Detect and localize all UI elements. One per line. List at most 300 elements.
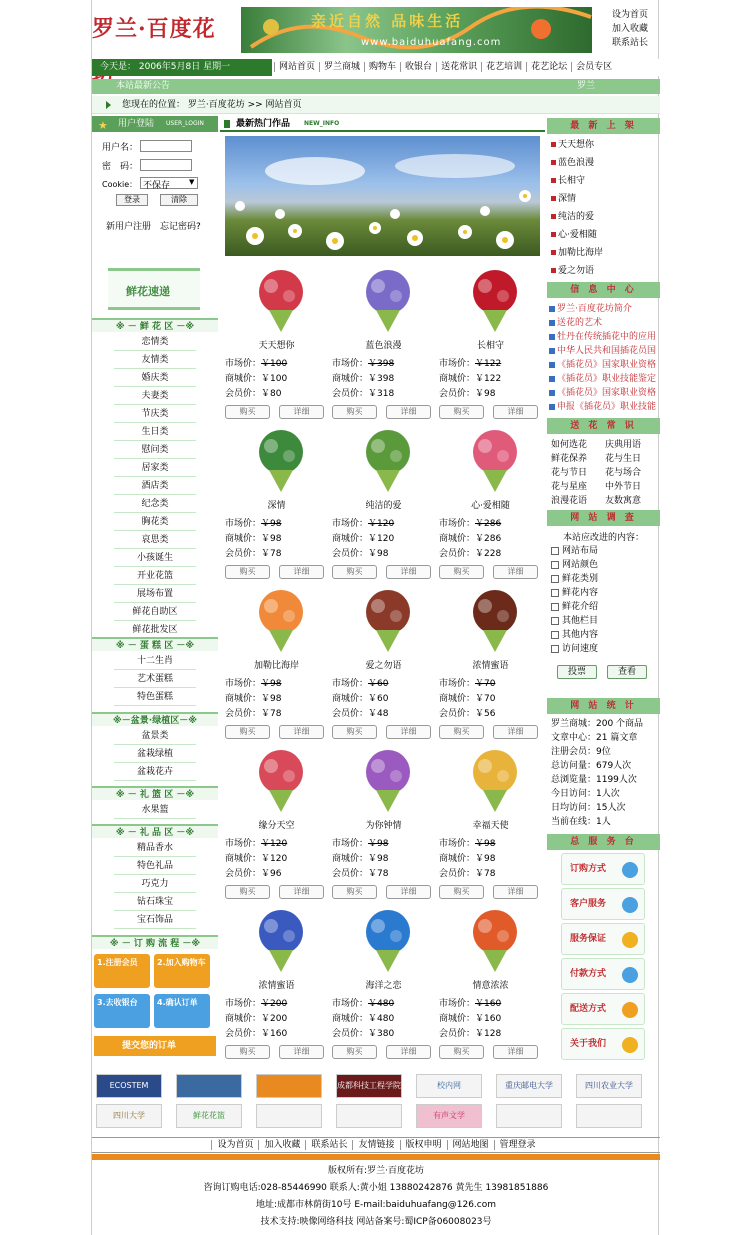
news-title: 送花的艺术 (557, 318, 603, 328)
price-value: ￥480 (368, 999, 395, 1009)
flower-tip-link[interactable]: 中外节日 (605, 482, 642, 492)
footer-friend-links[interactable]: 友情链接 (352, 1140, 399, 1150)
news-bullet-icon (549, 376, 555, 382)
cake-section-title: ※ － 蛋 糕 区 －※ (92, 637, 218, 651)
footer-copyright-link[interactable]: 版权申明 (400, 1140, 447, 1150)
banner-url: www.baiduhuafang.com (361, 37, 502, 48)
new-arrival-item[interactable] (551, 174, 657, 189)
price-label: 市场价： (439, 839, 476, 849)
view-results-button[interactable]: 查看 (607, 665, 647, 679)
product-price-mall (439, 851, 495, 864)
product-image[interactable] (358, 424, 418, 494)
flower-tip-link[interactable]: 鲜花保养 (551, 454, 588, 464)
checkbox[interactable] (551, 631, 559, 639)
detail-button[interactable]: 详细 (279, 1045, 324, 1059)
main-nav (92, 59, 660, 76)
price-label: 商城价： (225, 374, 262, 384)
new-arrival-item[interactable] (551, 228, 657, 243)
buy-button[interactable]: 购买 (225, 1045, 270, 1059)
stats-title: 网 站 统 计 (547, 698, 660, 714)
price-label: 会员价： (439, 869, 476, 879)
order-step-checkout[interactable]: 3.去收银台 (94, 994, 150, 1028)
price-label: 市场价： (332, 519, 369, 529)
category-link[interactable]: 艺术蛋糕 (114, 672, 196, 688)
price-value: ￥78 (475, 869, 496, 879)
flower-tip-link[interactable]: 浪漫花语 (551, 496, 588, 506)
login-header (92, 116, 218, 132)
survey-option-label: 鲜花类别 (562, 574, 599, 584)
new-arrivals-title: 最 新 上 架 (547, 118, 660, 134)
price-label: 商城价： (225, 1014, 262, 1024)
set-homepage-link[interactable]: 设为首页 (612, 10, 649, 20)
category-link[interactable]: 展场布置 (114, 587, 196, 603)
price-value: ￥380 (368, 1029, 395, 1039)
product-image[interactable] (251, 584, 311, 654)
header-banner[interactable] (241, 7, 592, 53)
new-arrival-item[interactable] (551, 192, 657, 207)
nav-cart[interactable]: 购物车 (364, 62, 400, 72)
stat-line: 注册会员：9位 (551, 747, 611, 757)
product-image[interactable] (251, 904, 311, 974)
friend-link-banner[interactable] (176, 1074, 242, 1098)
product-name[interactable]: 缘分天空 (258, 821, 295, 831)
new-arrival-label: 天天想你 (558, 140, 595, 150)
product-name[interactable]: 爱之勿语 (365, 661, 402, 671)
survey-option[interactable] (551, 586, 657, 601)
category-link[interactable]: 慰问类 (114, 443, 196, 459)
product-image[interactable] (465, 904, 525, 974)
flower-tip-link[interactable]: 如何选花 (551, 440, 588, 450)
category-link[interactable]: 特色礼品 (114, 859, 196, 875)
product-name[interactable]: 长相守 (476, 341, 504, 351)
price-value: ￥120 (368, 519, 395, 529)
footer-contact[interactable]: 联系站长 (305, 1140, 352, 1150)
friend-link-banner[interactable]: ECOSTEM (96, 1074, 162, 1098)
price-value: ￥98 (368, 854, 389, 864)
buy-button[interactable]: 购买 (332, 1045, 377, 1059)
category-link[interactable]: 友情类 (114, 353, 196, 369)
news-title: 《插花员》国家职业资格 (557, 388, 657, 398)
friend-link-banner[interactable] (336, 1104, 402, 1128)
price-label: 商城价： (225, 534, 262, 544)
friend-link-banner[interactable]: 校内网 (416, 1074, 482, 1098)
info-news-item[interactable] (549, 316, 660, 330)
nav-forum[interactable]: 花艺论坛 (526, 62, 571, 72)
buy-button[interactable]: 购买 (439, 885, 484, 899)
footer-admin-login[interactable]: 管理登录 (494, 1140, 541, 1150)
breadcrumb-text[interactable]: 您现在的位置： 罗兰·百度花坊 >> 网站首页 (122, 100, 302, 110)
info-news-item[interactable] (549, 358, 660, 372)
friend-link-banner[interactable]: 四川大学 (96, 1104, 162, 1128)
survey-option[interactable] (551, 544, 657, 559)
friend-links (92, 1068, 660, 1133)
service-button[interactable] (561, 993, 645, 1025)
checkbox[interactable] (551, 603, 559, 611)
footer-phone: 咨询订购电话:028-85446990 联系人:黄小姐 13880242876 黄先生 13981851886 (203, 1183, 549, 1193)
product-card (223, 744, 330, 904)
detail-button[interactable]: 详细 (493, 565, 538, 579)
survey-option[interactable] (551, 628, 657, 643)
category-link[interactable]: 开业花篮 (114, 569, 196, 585)
checkbox[interactable] (551, 575, 559, 583)
buy-button[interactable]: 购买 (439, 725, 484, 739)
price-label: 商城价： (332, 854, 369, 864)
contact-admin-link[interactable]: 联系站长 (612, 38, 649, 48)
detail-button[interactable]: 详细 (493, 405, 538, 419)
news-bullet-icon (549, 390, 555, 396)
service-button[interactable] (561, 888, 645, 920)
new-arrival-item[interactable] (551, 246, 657, 261)
category-link[interactable]: 婚庆类 (114, 371, 196, 387)
checkbox[interactable] (551, 645, 559, 653)
footer-sitemap[interactable]: 网站地图 (447, 1140, 494, 1150)
category-link[interactable]: 十二生肖 (114, 654, 196, 670)
detail-button[interactable]: 详细 (386, 885, 431, 899)
price-value: ￥78 (261, 709, 282, 719)
product-name[interactable]: 为你钟情 (365, 821, 402, 831)
page (91, 0, 659, 1235)
product-name[interactable]: 蓝色浪漫 (365, 341, 402, 351)
checkbox[interactable] (551, 561, 559, 569)
survey-option[interactable] (551, 572, 657, 587)
product-card (437, 424, 544, 584)
friend-link-banner[interactable]: 重庆邮电大学 (496, 1074, 562, 1098)
daisy-field-photo (225, 136, 540, 256)
buy-button[interactable]: 购买 (332, 885, 377, 899)
flower-tip-link[interactable]: 花与生日 (605, 454, 642, 464)
new-arrival-item[interactable] (551, 138, 657, 153)
price-value: ￥98 (261, 679, 282, 689)
survey-option[interactable] (551, 642, 657, 657)
flower-tip-link[interactable]: 花与星座 (551, 482, 588, 492)
product-name[interactable]: 海洋之恋 (365, 981, 402, 991)
buy-button[interactable]: 购买 (332, 725, 377, 739)
price-value: ￥228 (475, 549, 502, 559)
password-input[interactable] (140, 159, 192, 171)
product-image[interactable] (358, 904, 418, 974)
category-link[interactable]: 纪念类 (114, 497, 196, 513)
product-price-market (332, 836, 388, 849)
category-link[interactable]: 居家类 (114, 461, 196, 477)
product-image[interactable] (465, 584, 525, 654)
category-link[interactable]: 节庆类 (114, 407, 196, 423)
buy-button[interactable]: 购买 (439, 565, 484, 579)
detail-button[interactable]: 详细 (493, 1045, 538, 1059)
price-value: ￥98 (475, 389, 496, 399)
nav-member[interactable]: 会员专区 (571, 62, 616, 72)
survey-option[interactable] (551, 600, 657, 615)
product-image[interactable] (358, 264, 418, 334)
price-value: ￥286 (475, 534, 502, 544)
buy-button[interactable]: 购买 (439, 1045, 484, 1059)
service-button[interactable] (561, 853, 645, 885)
price-value: ￥80 (261, 389, 282, 399)
service-icon (622, 1002, 638, 1018)
category-link[interactable]: 哀思类 (114, 533, 196, 549)
flower-tip-link[interactable]: 庆典用语 (605, 440, 642, 450)
price-label: 商城价： (332, 1014, 369, 1024)
product-name[interactable]: 情意浓浓 (472, 981, 509, 991)
product-name[interactable]: 浓情蜜语 (472, 661, 509, 671)
service-icon (622, 967, 638, 983)
price-value: ￥120 (368, 534, 395, 544)
buy-button[interactable]: 购买 (439, 405, 484, 419)
news-title: 中华人民共和国插花员国 (557, 346, 657, 356)
product-image[interactable] (465, 264, 525, 334)
category-link[interactable]: 精品香水 (114, 841, 196, 857)
new-arrival-item[interactable] (551, 210, 657, 225)
fresh-flower-section-title: ※ － 鲜 花 区 －※ (92, 318, 218, 332)
product-price-mall (439, 691, 495, 704)
product-price-market (332, 516, 394, 529)
friend-link-banner[interactable]: 成都科技工程学院 (336, 1074, 402, 1098)
price-label: 会员价： (439, 549, 476, 559)
info-news-item[interactable] (549, 386, 660, 400)
left-sidebar (92, 116, 218, 1061)
product-name[interactable]: 天天想你 (258, 341, 295, 351)
product-image[interactable] (465, 744, 525, 814)
notice-scroll-text[interactable]: 罗兰 (577, 81, 596, 91)
price-value: ￥122 (475, 374, 502, 384)
buy-button[interactable]: 购买 (225, 885, 270, 899)
detail-button[interactable]: 详细 (386, 565, 431, 579)
product-price-market (332, 676, 388, 689)
category-link[interactable]: 酒店类 (114, 479, 196, 495)
service-button[interactable] (561, 923, 645, 955)
category-link[interactable]: 盆栽绿植 (114, 747, 196, 763)
new-arrival-label: 心·爱相随 (558, 230, 597, 240)
category-link[interactable]: 盆景类 (114, 729, 196, 745)
product-image[interactable] (251, 424, 311, 494)
friend-link-banner[interactable] (496, 1104, 562, 1128)
category-link[interactable]: 生日类 (114, 425, 196, 441)
new-arrival-label: 爱之勿语 (558, 266, 595, 276)
survey-option-label: 访问速度 (562, 644, 599, 654)
product-card (223, 424, 330, 584)
product-name[interactable]: 加勒比海岸 (253, 661, 299, 671)
nav-links (272, 59, 660, 76)
category-link[interactable]: 水果篮 (114, 803, 196, 819)
checkbox[interactable] (551, 617, 559, 625)
product-price-market (225, 836, 287, 849)
price-value: ￥160 (261, 1029, 288, 1039)
product-price-market (439, 356, 501, 369)
info-news-item[interactable] (549, 344, 660, 358)
detail-button[interactable]: 详细 (493, 885, 538, 899)
product-price-mall (225, 1011, 287, 1024)
product-image[interactable] (251, 264, 311, 334)
service-label: 关于我们 (570, 1039, 607, 1049)
news-bullet-icon (549, 306, 555, 312)
product-image[interactable] (251, 744, 311, 814)
product-price-mall (332, 371, 394, 384)
checkbox[interactable] (551, 589, 559, 597)
buy-button[interactable]: 购买 (332, 405, 377, 419)
friend-link-banner[interactable]: 鲜花花篮 (176, 1104, 242, 1128)
price-label: 会员价： (439, 709, 476, 719)
detail-button[interactable]: 详细 (279, 405, 324, 419)
submit-order-banner[interactable]: 提交您的订单 (94, 1036, 216, 1056)
order-step-cart[interactable]: 2.加入购物车 (154, 954, 210, 988)
price-label: 商城价： (439, 1014, 476, 1024)
detail-button[interactable]: 详细 (279, 565, 324, 579)
buy-button[interactable]: 购买 (225, 405, 270, 419)
footer-divider (92, 1154, 660, 1160)
friend-link-banner[interactable]: 四川农业大学 (576, 1074, 642, 1098)
footer-info (92, 1163, 660, 1231)
price-label: 市场价： (332, 359, 369, 369)
order-step-confirm[interactable]: 4.确认订单 (154, 994, 210, 1028)
product-image[interactable] (358, 584, 418, 654)
info-news-item[interactable] (549, 330, 660, 344)
flower-tip-link[interactable]: 友数寓意 (605, 496, 642, 506)
buy-button[interactable]: 购买 (225, 565, 270, 579)
detail-button[interactable]: 详细 (386, 1045, 431, 1059)
category-link[interactable]: 胸花类 (114, 515, 196, 531)
vote-button[interactable]: 投票 (557, 665, 597, 679)
price-label: 商城价： (332, 374, 369, 384)
info-news-item[interactable] (549, 302, 660, 316)
product-price-member (439, 866, 495, 879)
username-input[interactable] (140, 140, 192, 152)
product-price-mall (332, 851, 388, 864)
product-price-member (439, 386, 495, 399)
product-card (223, 264, 330, 424)
nav-checkout[interactable]: 收银台 (400, 62, 436, 72)
product-image[interactable] (465, 424, 525, 494)
category-link[interactable]: 鲜花批发区 (114, 623, 196, 639)
product-card (437, 744, 544, 904)
footer-set-homepage[interactable]: 设为首页 (211, 1140, 258, 1150)
category-link[interactable]: 特色蛋糕 (114, 690, 196, 706)
friend-link-banner[interactable]: 有声文学 (416, 1104, 482, 1128)
stat-line: 今日访问：1人次 (551, 789, 620, 799)
footer-add-favorite[interactable]: 加入收藏 (258, 1140, 305, 1150)
category-link[interactable]: 钻石珠宝 (114, 895, 196, 911)
notice-title: 本站最新公告 (116, 81, 171, 91)
checkbox[interactable] (551, 547, 559, 555)
price-label: 商城价： (332, 694, 369, 704)
survey-option-label: 其他内容 (562, 630, 599, 640)
hot-products-header (220, 116, 545, 132)
new-arrival-label: 蓝色浪漫 (558, 158, 595, 168)
nav-mall[interactable]: 罗兰商城 (319, 62, 364, 72)
login-title: 用户登陆 (118, 119, 155, 129)
nav-training[interactable]: 花艺培训 (481, 62, 526, 72)
product-price-member (332, 866, 388, 879)
add-favorite-link[interactable]: 加入收藏 (612, 24, 649, 34)
product-image[interactable] (358, 744, 418, 814)
survey-option[interactable] (551, 614, 657, 629)
friend-link-banner[interactable] (256, 1104, 322, 1128)
product-name[interactable]: 幸福天使 (472, 821, 509, 831)
price-label: 会员价： (439, 1029, 476, 1039)
clear-button[interactable]: 清除 (160, 194, 198, 206)
category-link[interactable]: 恋情类 (114, 335, 196, 351)
product-price-mall (332, 531, 394, 544)
friend-link-banner[interactable] (576, 1104, 642, 1128)
gift-section-title: ※ － 礼 品 区 －※ (92, 824, 218, 838)
fresh-flower-banner[interactable] (108, 268, 200, 310)
detail-button[interactable]: 详细 (279, 885, 324, 899)
site-logo[interactable]: 罗兰·百度花 (92, 16, 216, 42)
price-label: 市场价： (332, 999, 369, 1009)
service-label: 付款方式 (570, 969, 607, 979)
product-name[interactable]: 深情 (267, 501, 286, 511)
flower-tip-link[interactable]: 花与场合 (605, 468, 642, 478)
product-price-market (225, 516, 281, 529)
price-label: 会员价： (225, 389, 262, 399)
category-link[interactable]: 巧克力 (114, 877, 196, 893)
product-name[interactable]: 纯洁的爱 (365, 501, 402, 511)
price-label: 市场价： (225, 679, 262, 689)
service-button[interactable] (561, 1028, 645, 1060)
detail-button[interactable]: 详细 (386, 405, 431, 419)
new-arrival-item[interactable] (551, 264, 657, 279)
friend-link-banner[interactable] (256, 1074, 322, 1098)
service-button[interactable] (561, 958, 645, 990)
category-link[interactable]: 盆栽花卉 (114, 765, 196, 781)
forgot-password-link[interactable]: 忘记密码? (160, 222, 201, 232)
category-link[interactable]: 夫妻类 (114, 389, 196, 405)
footer-copyright: 版权所有:罗兰·百度花坊 (328, 1166, 424, 1176)
price-value: ￥60 (368, 694, 389, 704)
buy-button[interactable]: 购买 (332, 565, 377, 579)
register-link[interactable]: 新用户注册 (106, 222, 152, 232)
buy-button[interactable]: 购买 (225, 725, 270, 739)
info-news-item[interactable] (549, 372, 660, 386)
nav-home[interactable]: 网站首页 (274, 62, 319, 72)
category-link[interactable]: 小孩诞生 (114, 551, 196, 567)
order-step-register[interactable]: 1.注册会员 (94, 954, 150, 988)
detail-button[interactable]: 详细 (279, 725, 324, 739)
product-card (223, 904, 330, 1064)
bullet-icon (551, 160, 556, 165)
survey-option-label: 鲜花内容 (562, 588, 599, 598)
detail-button[interactable]: 详细 (386, 725, 431, 739)
price-label: 市场价： (439, 519, 476, 529)
daisy-field-graphic (225, 136, 540, 256)
price-label: 会员价： (225, 1029, 262, 1039)
price-label: 市场价： (439, 679, 476, 689)
new-arrival-item[interactable] (551, 156, 657, 171)
product-price-market (225, 356, 287, 369)
price-label: 市场价： (225, 519, 262, 529)
right-sidebar (547, 116, 660, 1061)
news-bullet-icon (549, 334, 555, 340)
product-name[interactable]: 浓情蜜语 (258, 981, 295, 991)
category-link[interactable]: 鲜花自助区 (114, 605, 196, 621)
price-value: ￥480 (368, 1014, 395, 1024)
news-bullet-icon (549, 348, 555, 354)
price-value: ￥98 (475, 854, 496, 864)
price-value: ￥60 (368, 679, 389, 689)
info-news-item[interactable] (549, 400, 660, 414)
nav-flower-tips[interactable]: 送花常识 (436, 62, 481, 72)
survey-option[interactable] (551, 558, 657, 573)
product-name[interactable]: 心·爱相随 (471, 501, 510, 511)
cookie-select[interactable] (140, 177, 198, 189)
product-card (330, 424, 437, 584)
category-link[interactable]: 宝石饰品 (114, 913, 196, 929)
price-label: 市场价： (225, 359, 262, 369)
news-bullet-icon (549, 404, 555, 410)
detail-button[interactable]: 详细 (493, 725, 538, 739)
product-price-member (225, 706, 281, 719)
login-button[interactable]: 登录 (116, 194, 148, 206)
flower-tip-link[interactable]: 花与节日 (551, 468, 588, 478)
news-bullet-icon (549, 320, 555, 326)
